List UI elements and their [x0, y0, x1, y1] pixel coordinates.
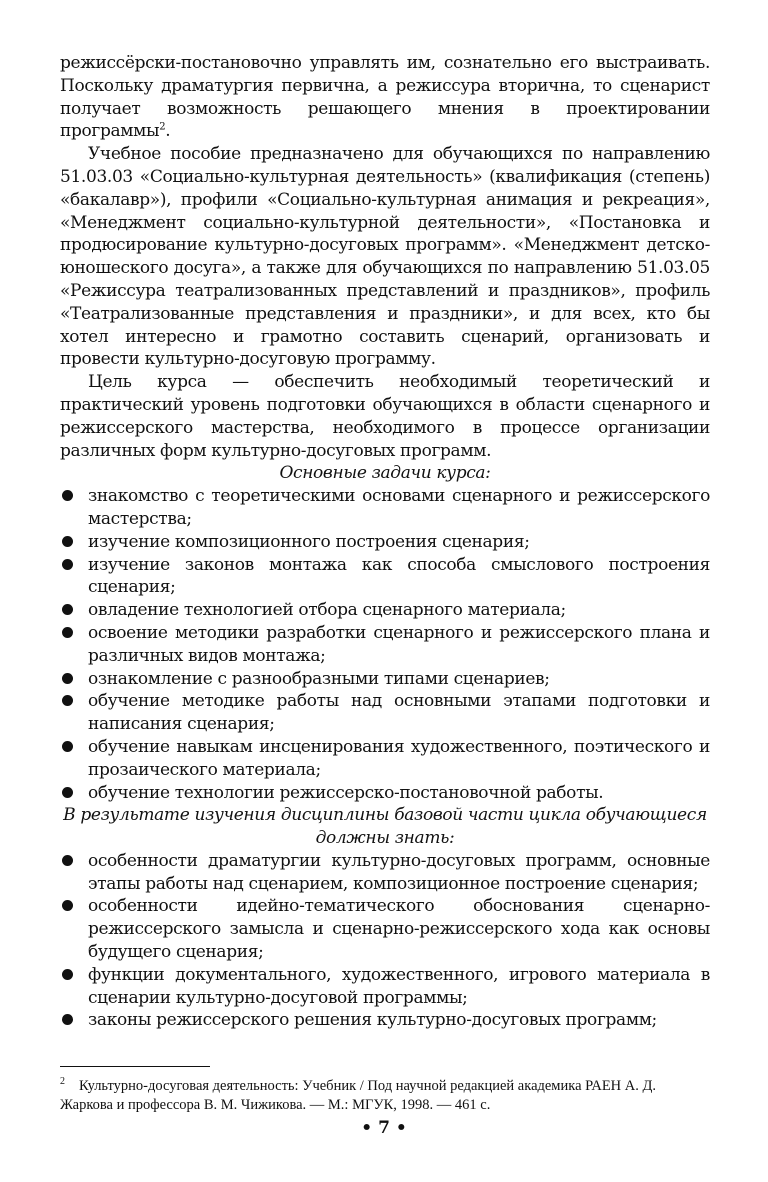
paragraph-1: режиссёрски-постановочно управлять им, сознательно его выстраивать. Поскольку драматургия первична, а режиссура вторична, то сценарист получает возможность решающего мнения в проектировании программы$^2$.	[60, 53, 710, 142]
footnote	[60, 1072, 710, 1115]
tasks-list	[60, 485, 710, 804]
footnote-divider	[60, 1066, 210, 1067]
list-item: изучение композиционного построения сценария;	[60, 531, 710, 554]
list-item: особенности идейно-тематического обоснования сценарно-режиссерского замысла и сценарно-режиссерского хода как основы будущего сценария;	[60, 895, 710, 963]
list-item: знакомство с теоретическими основами сценарного и режиссерского мастерства;	[60, 485, 710, 531]
tasks-heading: Основные задачи курса:	[279, 463, 491, 484]
list-item: овладение технологией отбора сценарного материала;	[60, 599, 710, 622]
list-item: функции документального, художественного, игрового материала в сценарии культурно-досуговой программы;	[60, 964, 710, 1010]
list-item: освоение методики разработки сценарного и режиссерского плана и различных видов монтажа;	[60, 622, 710, 668]
list-item: ознакомление с разнообразными типами сценариев;	[60, 668, 710, 691]
results-list	[60, 850, 710, 1032]
list-item: обучение технологии режиссерско-постановочной работы.	[60, 782, 710, 805]
list-item: законы режиссерского решения культурно-досуговых программ;	[60, 1009, 710, 1032]
main-text	[60, 52, 710, 1032]
page-number: • 7 •	[361, 1118, 407, 1138]
footnote-text: Культурно-досуговая деятельность: Учебник / Под научной редакцией академика РАЕН А. Д. Жаркова и профессора В. М. Чижикова. — М.: МГУК, 1998. — 461 с.	[60, 1077, 657, 1113]
list-item: обучение навыкам инсценирования художественного, поэтического и прозаического материала;	[60, 736, 710, 782]
list-item: обучение методике работы над основными этапами подготовки и написания сценария;	[60, 690, 710, 736]
list-item: изучение законов монтажа как способа смыслового построения сценария;	[60, 554, 710, 600]
paragraph-2: Учебное пособие предназначено для обучающихся по направлению 51.03.03 «Социально-культурная деятельность» (квалификация (степень) «бакалавр»), профили «Социально-культурная анимация и рекреация», «Менеджмент социально-культурной деятельности», «Постановка и продюсирование культурно-досуговых программ». «Менеджмент детско-юношеского досуга», а также для обучающихся по направлению 51.03.05 «Режиссура театрализованных представлений и праздников», профиль «Театрализованные представления и праздники», и для всех, кто бы хотел интересно и грамотно составить сценарий, организовать и провести культурно-досуговую программу.	[60, 144, 710, 370]
footnote-number: 2	[60, 1076, 65, 1087]
footnote-ref: 2	[159, 121, 166, 133]
paragraph-3: Цель курса — обеспечить необходимый теоретический и практический уровень подготовки обучающихся в области сценарного и режиссерского мастерства, необходимого в процессе организации различных форм культурно-досуговых программ.	[60, 372, 710, 461]
list-item: особенности драматургии культурно-досуговых программ, основные этапы работы над сценарием, композиционное построение сценария;	[60, 850, 710, 896]
results-heading: В результате изучения дисциплины базовой части цикла обучающиеся должны знать:	[63, 805, 707, 849]
